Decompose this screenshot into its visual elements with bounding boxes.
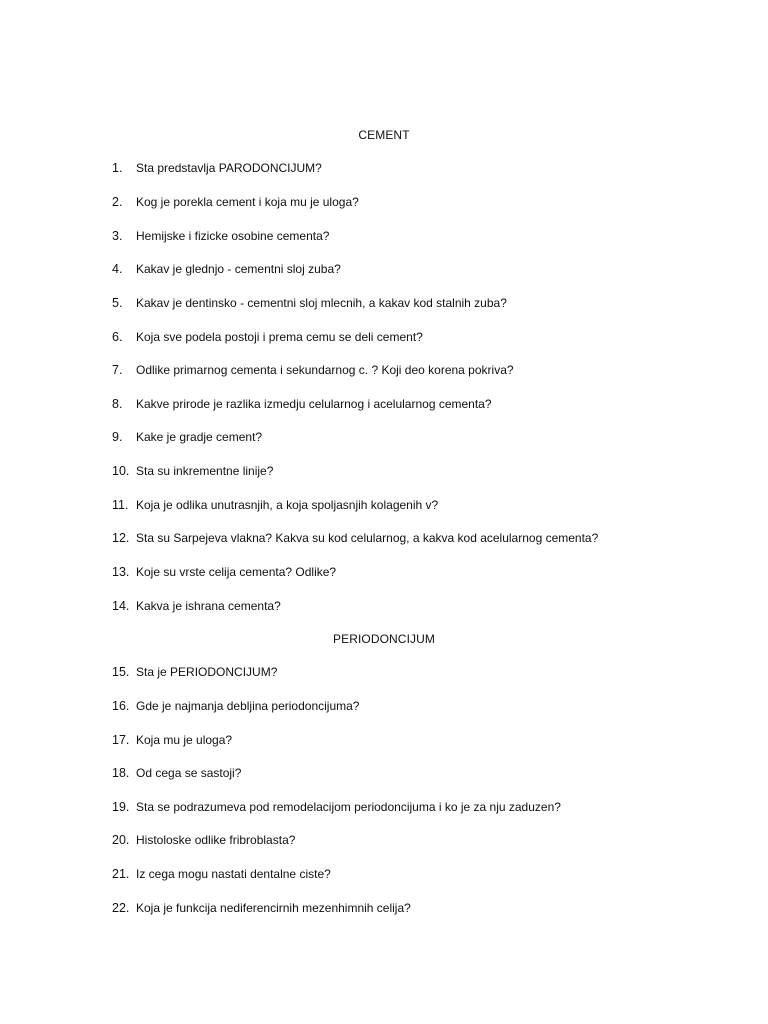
- question-item: [112, 228, 329, 244]
- question-item: [112, 429, 262, 445]
- section-heading-cement: CEMENT: [358, 128, 410, 142]
- question-text: Koje su vrste celija cementa? Odlike?: [136, 565, 337, 579]
- question-number: 11.: [112, 498, 129, 512]
- question-number: 16.: [112, 699, 130, 713]
- question-number: 19.: [112, 800, 130, 814]
- question-number: 9.: [112, 430, 123, 444]
- question-text: Kakav je glednjo - cementni sloj zuba?: [136, 262, 341, 276]
- section-heading-periodoncijum: PERIODONCIJUM: [333, 632, 435, 646]
- question-number: 15.: [112, 665, 130, 679]
- question-text: Hemijske i fizicke osobine cementa?: [136, 229, 330, 243]
- question-number: 22.: [112, 901, 130, 915]
- question-text: Koja sve podela postoji i prema cemu se deli cement?: [136, 330, 423, 344]
- question-text: Od cega se sastoji?: [136, 766, 242, 780]
- question-text: Histoloske odlike fribroblasta?: [136, 833, 296, 847]
- question-text: Koja je funkcija nediferencirnih mezenhimnih celija?: [136, 901, 411, 915]
- question-number: 20.: [112, 833, 130, 847]
- question-text: Kog je porekla cement i koja mu je uloga?: [136, 195, 359, 209]
- question-item: [112, 362, 514, 378]
- question-number: 1.: [112, 161, 123, 175]
- question-item: [112, 497, 438, 513]
- question-item: [112, 329, 423, 345]
- question-item: [112, 698, 359, 714]
- question-number: 14.: [112, 599, 130, 613]
- question-number: 10.: [112, 464, 130, 478]
- question-number: 4.: [112, 262, 123, 276]
- question-item: [112, 799, 561, 815]
- question-number: 5.: [112, 296, 123, 310]
- question-text: Sta se podrazumeva pod remodelacijom periodoncijuma i ko je za nju zaduzen?: [136, 800, 561, 814]
- question-number: 21.: [112, 867, 130, 881]
- question-number: 8.: [112, 397, 123, 411]
- question-item: [112, 866, 331, 882]
- question-number: 2.: [112, 195, 123, 209]
- question-text: Koja mu je uloga?: [136, 733, 233, 747]
- question-text: Koja je odlika unutrasnjih, a koja spoljasnjih kolagenih v?: [136, 498, 439, 512]
- question-item: [112, 463, 273, 479]
- question-item: [112, 832, 295, 848]
- question-text: Kakav je dentinsko - cementni sloj mlecnih, a kakav kod stalnih zuba?: [136, 296, 507, 310]
- question-text: Sta je PERIODONCIJUM?: [136, 665, 278, 679]
- question-item: [112, 900, 411, 916]
- question-number: 18.: [112, 766, 130, 780]
- question-number: 12.: [112, 531, 130, 545]
- question-text: Kakve prirode je razlika izmedju celularnog i acelularnog cementa?: [136, 397, 492, 411]
- question-text: Iz cega mogu nastati dentalne ciste?: [136, 867, 331, 881]
- question-item: [112, 564, 336, 580]
- question-text: Gde je najmanja debljina periodoncijuma?: [136, 699, 360, 713]
- question-item: [112, 664, 277, 680]
- question-text: Odlike primarnog cementa i sekundarnog c. ? Koji deo korena pokriva?: [136, 363, 514, 377]
- question-item: [112, 261, 341, 277]
- question-text: Kakva je ishrana cementa?: [136, 599, 281, 613]
- question-item: [112, 732, 232, 748]
- question-item: [112, 194, 359, 210]
- question-item: [112, 295, 507, 311]
- question-text: Sta predstavlja PARODONCIJUM?: [136, 161, 322, 175]
- question-item: [112, 598, 281, 614]
- question-text: Sta su Sarpejeva vlakna? Kakva su kod celularnog, a kakva kod acelularnog cementa?: [136, 531, 599, 545]
- question-item: [112, 160, 322, 176]
- question-number: 3.: [112, 229, 123, 243]
- question-item: [112, 396, 492, 412]
- question-number: 7.: [112, 363, 123, 377]
- question-number: 13.: [112, 565, 130, 579]
- question-number: 6.: [112, 330, 123, 344]
- question-item: [112, 530, 598, 546]
- question-number: 17.: [112, 733, 130, 747]
- question-text: Kake je gradje cement?: [136, 430, 263, 444]
- question-text: Sta su inkrementne linije?: [136, 464, 274, 478]
- question-item: [112, 765, 241, 781]
